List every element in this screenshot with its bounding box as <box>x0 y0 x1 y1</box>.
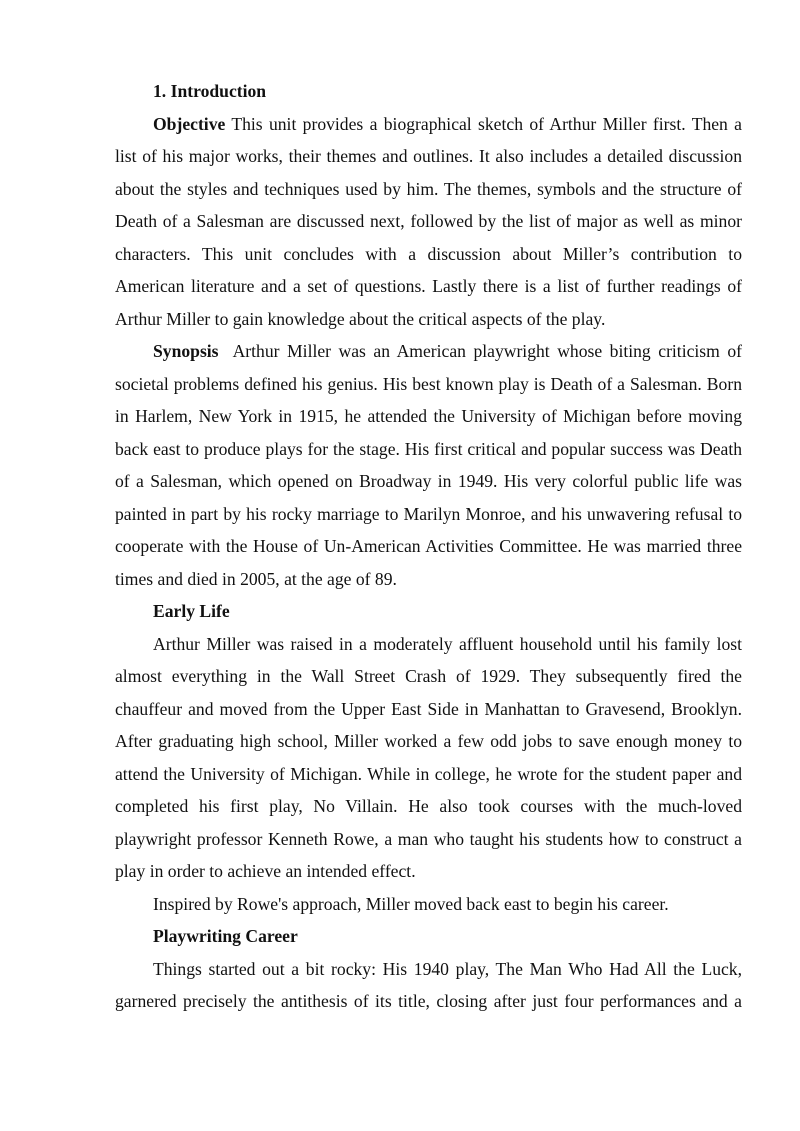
playwriting-career-heading: Playwriting Career <box>153 926 298 946</box>
synopsis-text: Arthur Miller was an American playwright whose biting criticism of societal problems defined his genius. His best known play is Death of a Salesman. Born in Harlem, New York in 1915, he attended the University of Michigan before moving back east to produce plays for the stage. His first critical and popular success was Death of a Salesman, which opened on Broadway in 1949. His very colorful public life was painted in part by his rocky marriage to Marilyn Monroe, and his unwavering refusal to cooperate with the House of Un-American Activities Committee. He was married three times and died in 2005, at the age of 89. <box>115 341 747 589</box>
objective-label: Objective <box>153 113 226 134</box>
early-life-paragraph-1: Arthur Miller was raised in a moderately affluent household until his family lost almost everything in the Wall Street Crash of 1929. They subsequently fired the chauffeur and moved from the Upper East Side in Manhattan to Gravesend, Brooklyn. After graduating high school, Miller worked a few odd jobs to save enough money to attend the University of Michigan. While in college, he wrote for the student paper and completed his first play, No Villain. He also took courses with the much-loved playwright professor Kenneth Rowe, a man who taught his students how to construct a play in order to achieve an intended effect. <box>115 633 742 881</box>
playwriting-career-paragraph-1: Things started out a bit rocky: His 1940 play, The Man Who Had All the Luck, garnered precisely the antithesis of its title, closing after just four performances and a <box>115 958 742 1011</box>
early-life-paragraph-2: Inspired by Rowe's approach, Miller moved back east to begin his career. <box>153 893 669 914</box>
objective-text: This unit provides a biographical sketch of Arthur Miller first. Then a list of his major works, their themes and outlines. It also includes a detailed discussion about the styles and techniques used by him. The themes, symbols and the structure of Death of a Salesman are discussed next, followed by the list of major as well as minor characters. This unit concludes with a discussion about Miller’s contribution to American literature and a set of questions. Lastly there is a list of further readings of Arthur Miller to gain knowledge about the critical aspects of the play. <box>115 113 742 329</box>
objective-paragraph <box>115 108 742 336</box>
synopsis-paragraph <box>115 335 747 595</box>
synopsis-label: Synopsis <box>153 341 219 361</box>
early-life-heading: Early Life <box>153 601 230 621</box>
section-heading: 1. Introduction <box>153 81 267 101</box>
document-body <box>115 75 747 1018</box>
